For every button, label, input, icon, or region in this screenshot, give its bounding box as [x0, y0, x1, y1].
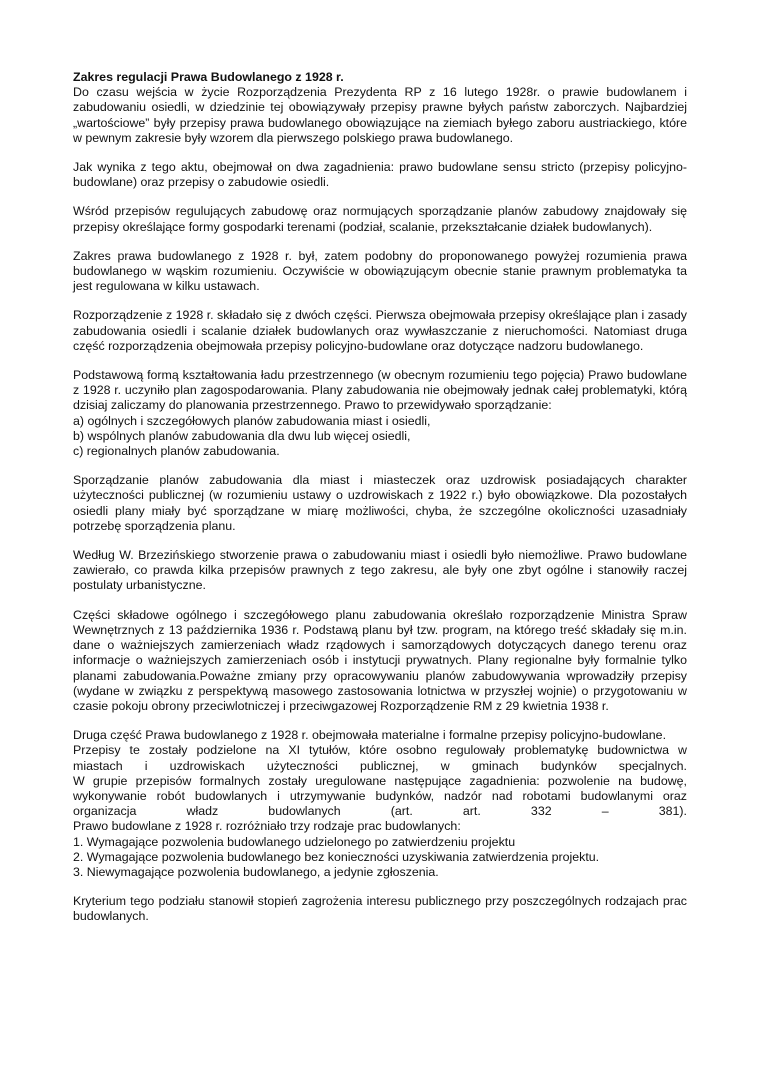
paragraph-scope: Zakres prawa budowlanego z 1928 r. był, zatem podobny do proponowanego powyżej rozumienia prawa budowlanego w wąskim rozumieniu. Oczywiście w obowiązującym obecnie stanie prawnym problematyka ta jest regulowana w kilku ustawach.: [73, 248, 687, 294]
paragraph-plans: [73, 368, 687, 459]
list-item: 3. Niewymagające pozwolenia budowlanego, a jedynie zgłoszenia.: [73, 864, 439, 879]
text-line: organizacja władz budowlanych (art. art. 332 – 381).: [73, 804, 687, 819]
document-body: [73, 70, 687, 939]
paragraph-intro: Do czasu wejścia w życie Rozporządzenia Prezydenta RP z 16 lutego 1928r. o prawie budowlanem i zabudowaniu osiedli, w dziedzinie tej obowiązywały przepisy prawne byłych państw zaborczych. Najbardziej „wartościowe” były przepisy prawa budowlanego obowiązujące na ziemiach byłego zaboru austriackiego, które w pewnym zakresie były wzorem dla pierwszego polskiego prawa budowlanego.: [73, 85, 687, 145]
list-item: b) wspólnych planów zabudowania dla dwu lub więcej osiedli,: [73, 428, 411, 443]
paragraph-criterion: Kryterium tego podziału stanowił stopień zagrożenia interesu publicznego przy poszczególnych rodzajach prac budowlanych.: [73, 894, 687, 924]
paragraph-structure: Rozporządzenie z 1928 r. składało się z dwóch części. Pierwsza obejmowała przepisy określające plan i zasady zabudowania osiedli i scalanie działek budowlanych oraz wywłaszczanie z nieruchomości. Natomiast druga część rozporządzenia obejmowała przepisy policyjno-budowlane oraz dotyczące nadzoru budowlanego.: [73, 308, 687, 353]
list-item: 2. Wymagające pozwolenia budowlanego bez konieczności uzyskiwania zatwierdzenia projektu.: [73, 849, 600, 864]
paragraph-second-part: [73, 728, 687, 880]
paragraph-two-issues: Jak wynika z tego aktu, obejmował on dwa zagadnienia: prawo budowlane sensu stricto (przepisy policyjno-budowlane) oraz przepisy o zabudowie osiedli.: [73, 160, 687, 190]
intro-section: [73, 70, 687, 146]
paragraph-plans-text: Podstawową formą kształtowania ładu przestrzennego (w obecnym rozumieniu tego pojęcia) Prawo budowlane z 1928 r. uczyniło plan zagospodarowania. Plany zabudowania nie obejmowały jednak całej problematyki, którą dzisiaj zaliczamy do planowania przestrzennego. Prawo to przewidywało sporządzanie:: [73, 368, 687, 413]
text-line: Prawo budowlane z 1928 r. rozróżniało trzy rodzaje prac budowlanych:: [73, 819, 461, 834]
paragraph-plan-components: Części składowe ogólnego i szczegółowego planu zabudowania określało rozporządzenie Ministra Spraw Wewnętrznych z 13 października 1936 r. Podstawą planu był tzw. program, na którego treść składały się m.in. dane o ważniejszych zamierzeniach władz rządowych i samorządowych dotyczących danego terenu oraz informacje o ważniejszych zamierzeniach osób i instytucji prywatnych. Plany regionalne były formalnie tylko planami zabudowania.Poważne zmiany przy opracowywaniu planów zabudowywania wprowadziły przepisy (wydane w związku z perspektywą masowego zastosowania lotnictwa w przyszłej wojnie) o przygotowaniu w czasie pokoju obrony przeciwlotniczej i przeciwgazowej Rozporządzenie RM z 29 kwietnia 1938 r.: [73, 607, 687, 713]
text-line: wykonywanie robót budowlanych i utrzymywanie budynków, nadzór nad robotami budowlanymi oraz: [73, 788, 687, 803]
list-item: a) ogólnych i szczegółowych planów zabudowania miast i osiedli,: [73, 413, 431, 428]
text-line: Przepisy te zostały podzielone na XI tytułów, które osobno regulowały problematykę budownictwa w: [73, 743, 687, 758]
text-line: W grupie przepisów formalnych zostały uregulowane następujące zagadnienia: pozwolenie na budowę,: [73, 773, 687, 788]
paragraph-obligation: Sporządzanie planów zabudowania dla miast i miasteczek oraz uzdrowisk posiadających charakter użyteczności publicznej (w rozumieniu ustawy o uzdrowiskach z 1922 r.) było obowiązkowe. Dla pozostałych osiedli plany miały być sporządzane w miarę możliwości, chyba, że szczególne okoliczności uzasadniały potrzebę sporządzenia planu.: [73, 473, 687, 533]
text-line: Druga część Prawa budowlanego z 1928 r. obejmowała materialne i formalne przepisy policyjno-budowlane.: [73, 728, 667, 743]
document-title: Zakres regulacji Prawa Budowlanego z 1928 r.: [73, 70, 344, 84]
list-item: c) regionalnych planów zabudowania.: [73, 444, 280, 459]
text-line: miastach i uzdrowiskach użyteczności publicznej, w gminach budynków specjalnych.: [73, 758, 687, 773]
paragraph-zoning-rules: Wśród przepisów regulujących zabudowę oraz normujących sporządzanie planów zabudowy znajdowały się przepisy określające formy gospodarki terenami (podział, scalanie, przekształcanie działek budowlanych).: [73, 204, 687, 234]
list-item: 1. Wymagające pozwolenia budowlanego udzielonego po zatwierdzeniu projektu: [73, 834, 516, 849]
paragraph-brzezinski: Według W. Brzezińskiego stworzenie prawa o zabudowaniu miast i osiedli było niemożliwe. Prawo budowlane zawierało, co prawda kilka przepisów prawnych z tego zakresu, ale były one zbyt ogólne i stanowiły raczej postulaty urbanistyczne.: [73, 548, 687, 593]
